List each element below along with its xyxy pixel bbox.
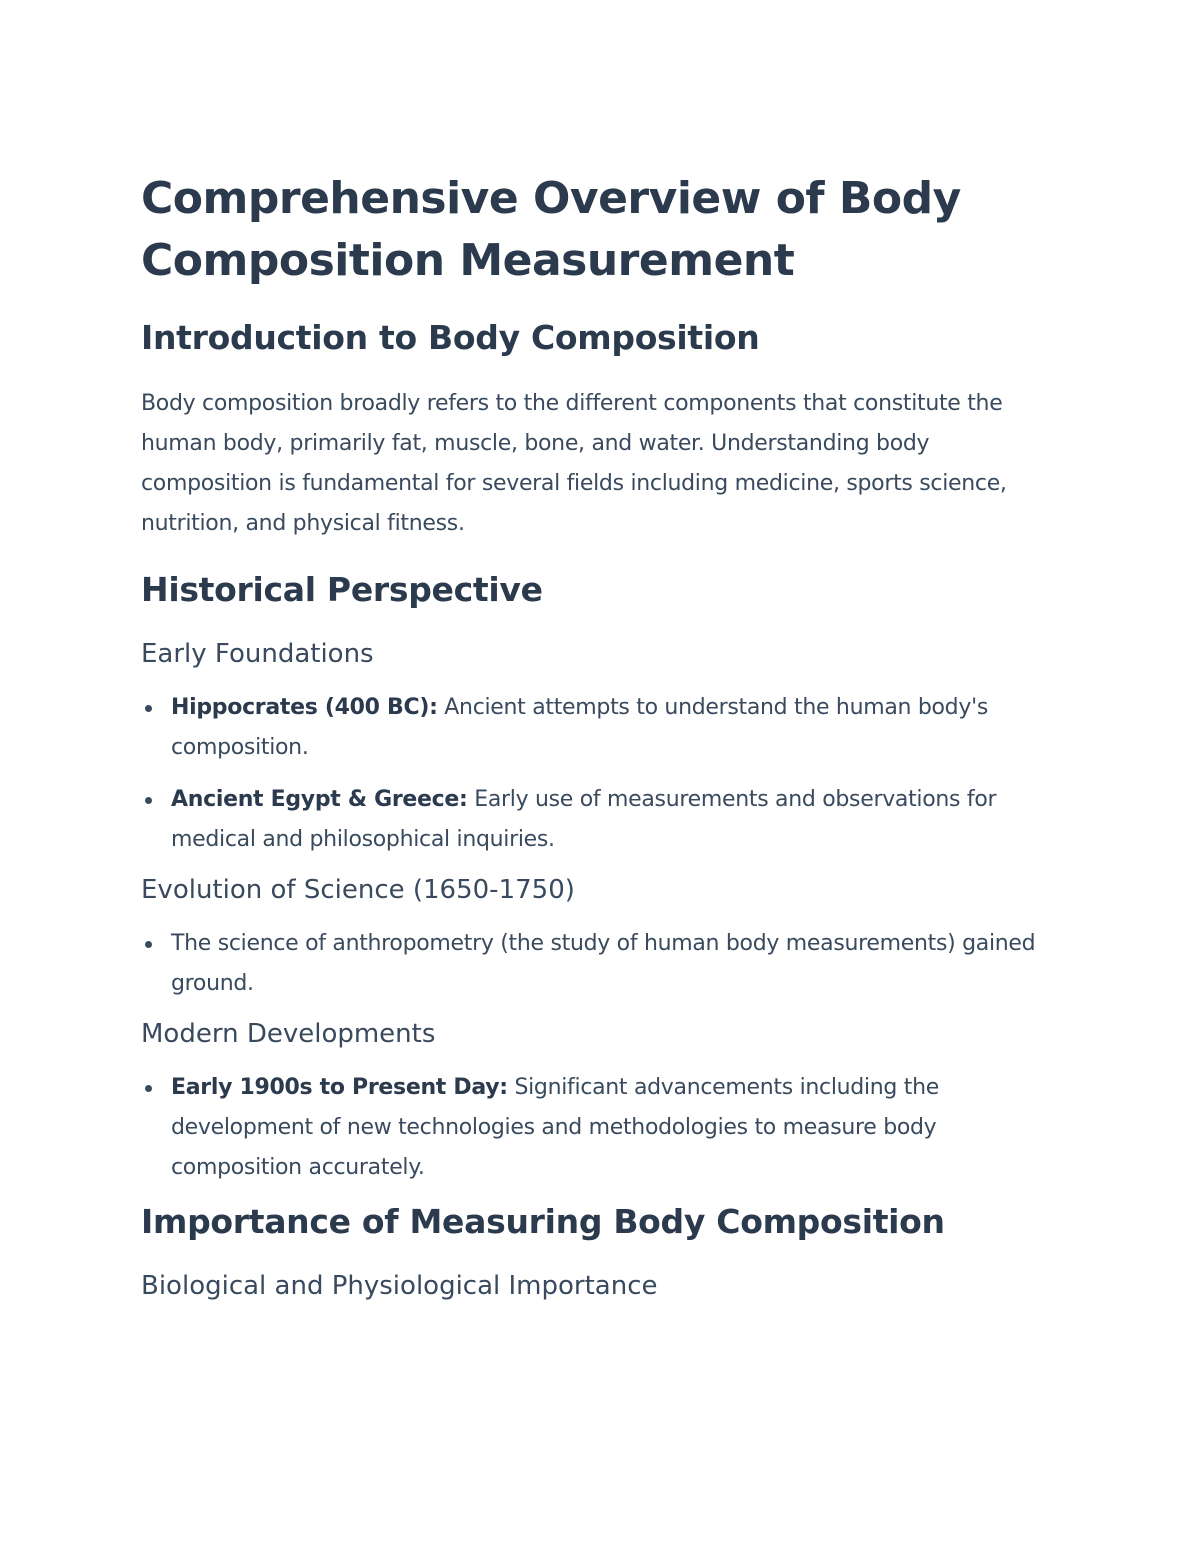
subheading-modern-developments: Modern Developments	[141, 1019, 436, 1049]
bullet-icon	[145, 1085, 152, 1092]
list-item	[141, 780, 1061, 860]
early-foundations-list	[141, 688, 1061, 860]
document-title: Comprehensive Overview of Body Composition Measurement	[141, 173, 961, 286]
bullet-icon	[145, 797, 152, 804]
document-page	[141, 168, 1061, 1320]
section-heading-importance: Importance of Measuring Body Composition	[141, 1202, 945, 1241]
bullet-icon	[145, 941, 152, 948]
introduction-paragraph: Body composition broadly refers to the different components that constitute the human body, primarily fat, muscle, bone, and water. Understanding body composition is fundamental for several fields including medicine, sports science, nutrition, and physical fitness.	[141, 391, 1007, 536]
evolution-list	[141, 924, 1061, 1004]
list-item-label: Early 1900s to Present Day:	[171, 1075, 508, 1100]
subheading-evolution-of-science: Evolution of Science (1650-1750)	[141, 875, 575, 905]
list-item	[141, 1068, 1061, 1188]
list-item-text: Ancient attempts to understand the human body's composition.	[171, 695, 988, 760]
section-heading-historical: Historical Perspective	[141, 570, 543, 609]
list-item-label: Ancient Egypt & Greece:	[171, 787, 468, 812]
list-item-text: Early use of measurements and observations for medical and philosophical inquiries.	[171, 787, 997, 852]
subheading-biological-importance: Biological and Physiological Importance	[141, 1271, 658, 1301]
section-heading-introduction: Introduction to Body Composition	[141, 318, 760, 357]
modern-developments-list	[141, 1068, 1061, 1188]
list-item-text: The science of anthropometry (the study of human body measurements) gained ground.	[171, 931, 1036, 996]
list-item-label: Hippocrates (400 BC):	[171, 695, 438, 720]
subheading-early-foundations: Early Foundations	[141, 639, 374, 669]
list-item-text: Significant advancements including the development of new technologies and methodologies to measure body composition accurately.	[171, 1075, 939, 1180]
list-item	[141, 688, 1061, 768]
bullet-icon	[145, 705, 152, 712]
list-item	[141, 924, 1061, 1004]
